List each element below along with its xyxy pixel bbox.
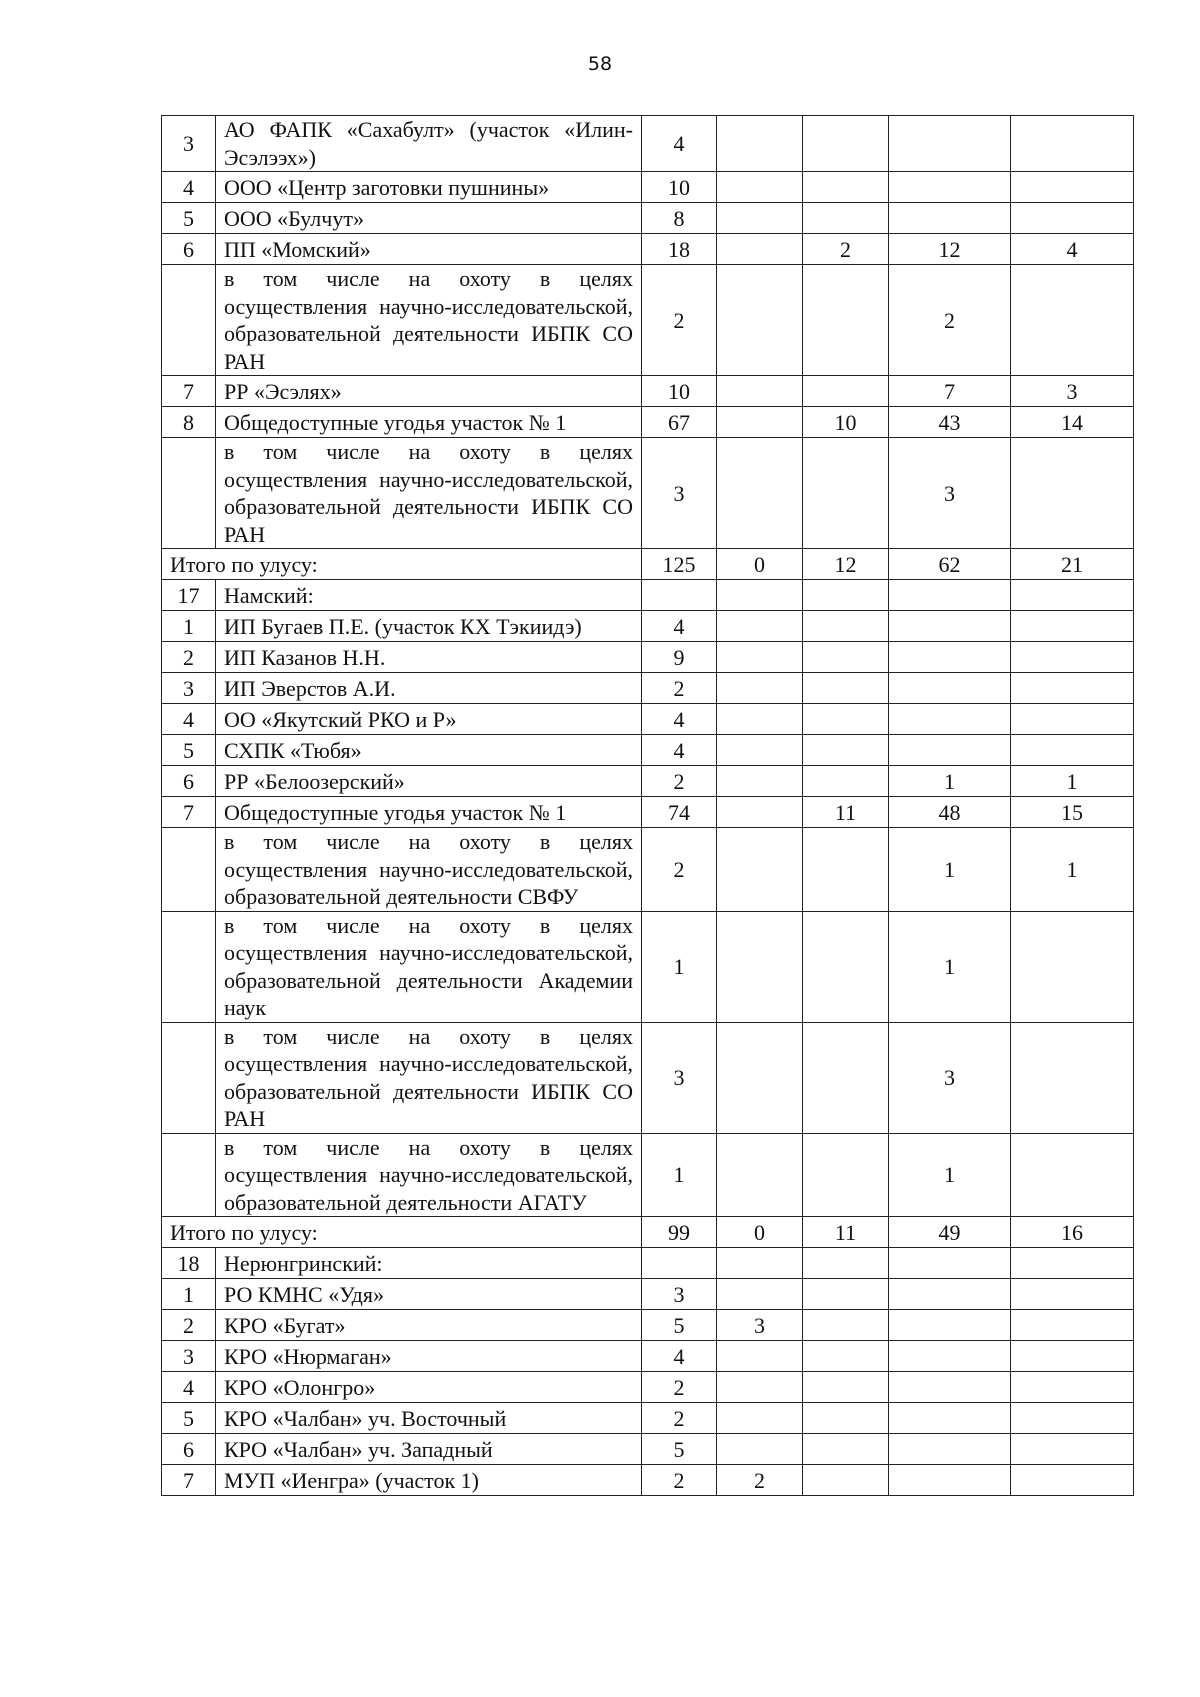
row-number-cell: 7: [162, 797, 216, 828]
name-cell: в том числе на охоту в целях осуществления научно-исследовательской, образовательной деятельности ИБПК СО РАН: [216, 1022, 642, 1133]
value-cell-4: [889, 642, 1011, 673]
value-cell-2: [717, 797, 803, 828]
name-cell: РР «Эсэлях»: [216, 376, 642, 407]
value-cell-2: [717, 1279, 803, 1310]
value-cell-2: [717, 172, 803, 203]
table-row: [162, 376, 1134, 407]
value-cell-2: [717, 580, 803, 611]
value-cell-1: 18: [642, 234, 717, 265]
value-cell-4: 48: [889, 797, 1011, 828]
row-number-cell: 2: [162, 642, 216, 673]
row-number-cell: 4: [162, 1372, 216, 1403]
name-cell: ПП «Момский»: [216, 234, 642, 265]
table-row: [162, 1133, 1134, 1217]
value-cell-5: [1011, 203, 1134, 234]
row-number-cell: 3: [162, 673, 216, 704]
row-number-cell: 5: [162, 1403, 216, 1434]
value-cell-4: 3: [889, 1022, 1011, 1133]
table-row: [162, 673, 1134, 704]
value-cell-5: [1011, 611, 1134, 642]
value-cell-4: 1: [889, 1133, 1011, 1217]
value-cell-5: 1: [1011, 766, 1134, 797]
table-row: [162, 1279, 1134, 1310]
name-cell: в том числе на охоту в целях осуществления научно-исследовательской, образовательной деятельности Академии наук: [216, 911, 642, 1022]
value-cell-5: [1011, 265, 1134, 376]
value-cell-5: 16: [1011, 1217, 1134, 1248]
value-cell-2: [717, 704, 803, 735]
value-cell-2: [717, 438, 803, 549]
value-cell-1: 2: [642, 828, 717, 912]
total-label-cell: Итого по улусу:: [162, 1217, 642, 1248]
table-row: [162, 265, 1134, 376]
value-cell-3: [803, 438, 889, 549]
value-cell-2: [717, 642, 803, 673]
value-cell-1: 2: [642, 766, 717, 797]
table-row: [162, 642, 1134, 673]
value-cell-3: [803, 1248, 889, 1279]
name-cell: ИП Бугаев П.Е. (участок КХ Тэкиидэ): [216, 611, 642, 642]
row-number-cell: [162, 911, 216, 1022]
value-cell-1: 8: [642, 203, 717, 234]
row-number-cell: 6: [162, 1434, 216, 1465]
name-cell: КРО «Бугат»: [216, 1310, 642, 1341]
table-row: [162, 172, 1134, 203]
value-cell-5: 14: [1011, 407, 1134, 438]
value-cell-3: [803, 580, 889, 611]
value-cell-2: [717, 116, 803, 172]
name-cell: РО КМНС «Удя»: [216, 1279, 642, 1310]
value-cell-1: 125: [642, 549, 717, 580]
value-cell-3: 11: [803, 797, 889, 828]
value-cell-2: [717, 735, 803, 766]
value-cell-5: 1: [1011, 828, 1134, 912]
value-cell-5: [1011, 642, 1134, 673]
value-cell-1: 74: [642, 797, 717, 828]
row-number-cell: 4: [162, 172, 216, 203]
value-cell-3: [803, 203, 889, 234]
row-number-cell: 6: [162, 766, 216, 797]
table-row: [162, 116, 1134, 172]
value-cell-3: [803, 828, 889, 912]
value-cell-5: [1011, 1310, 1134, 1341]
value-cell-2: [717, 265, 803, 376]
value-cell-5: 21: [1011, 549, 1134, 580]
value-cell-2: [717, 828, 803, 912]
table-row: [162, 1403, 1134, 1434]
value-cell-3: [803, 1133, 889, 1217]
name-cell: ООО «Центр заготовки пушнины»: [216, 172, 642, 203]
value-cell-4: 49: [889, 1217, 1011, 1248]
table-row: [162, 1341, 1134, 1372]
value-cell-4: [889, 1248, 1011, 1279]
row-number-cell: 5: [162, 203, 216, 234]
value-cell-3: [803, 1341, 889, 1372]
value-cell-3: 12: [803, 549, 889, 580]
value-cell-2: [717, 673, 803, 704]
value-cell-1: 3: [642, 438, 717, 549]
value-cell-3: [803, 704, 889, 735]
table-row: [162, 1465, 1134, 1496]
total-label-cell: Итого по улусу:: [162, 549, 642, 580]
row-number-cell: 5: [162, 735, 216, 766]
value-cell-4: 1: [889, 766, 1011, 797]
table-row: [162, 828, 1134, 912]
row-number-cell: 17: [162, 580, 216, 611]
row-number-cell: 7: [162, 376, 216, 407]
value-cell-4: [889, 1465, 1011, 1496]
table-row: [162, 1022, 1134, 1133]
table-row: [162, 234, 1134, 265]
row-number-cell: 4: [162, 704, 216, 735]
name-cell: ОО «Якутский РКО и Р»: [216, 704, 642, 735]
name-cell: Общедоступные угодья участок № 1: [216, 797, 642, 828]
name-cell: АО ФАПК «Сахабулт» (участок «Илин-Эсэлээх»): [216, 116, 642, 172]
value-cell-1: 2: [642, 673, 717, 704]
value-cell-3: 2: [803, 234, 889, 265]
value-cell-5: [1011, 1403, 1134, 1434]
value-cell-1: [642, 580, 717, 611]
value-cell-1: 2: [642, 265, 717, 376]
value-cell-2: [717, 1133, 803, 1217]
value-cell-2: 2: [717, 1465, 803, 1496]
page-number: 58: [587, 53, 613, 75]
value-cell-2: [717, 407, 803, 438]
name-cell: КРО «Олонгро»: [216, 1372, 642, 1403]
value-cell-4: 1: [889, 911, 1011, 1022]
value-cell-3: [803, 1372, 889, 1403]
value-cell-5: 3: [1011, 376, 1134, 407]
name-cell: КРО «Нюрмаган»: [216, 1341, 642, 1372]
value-cell-4: 12: [889, 234, 1011, 265]
table-row: [162, 203, 1134, 234]
value-cell-5: [1011, 673, 1134, 704]
table-row: [162, 438, 1134, 549]
value-cell-3: 11: [803, 1217, 889, 1248]
value-cell-1: 5: [642, 1434, 717, 1465]
row-number-cell: 18: [162, 1248, 216, 1279]
value-cell-2: [717, 234, 803, 265]
value-cell-4: [889, 1310, 1011, 1341]
value-cell-1: 4: [642, 116, 717, 172]
table-row: [162, 1372, 1134, 1403]
value-cell-1: 5: [642, 1310, 717, 1341]
value-cell-4: [889, 116, 1011, 172]
row-number-cell: 3: [162, 116, 216, 172]
value-cell-3: [803, 265, 889, 376]
row-number-cell: 2: [162, 1310, 216, 1341]
value-cell-5: [1011, 172, 1134, 203]
value-cell-5: [1011, 704, 1134, 735]
value-cell-5: 15: [1011, 797, 1134, 828]
value-cell-4: [889, 611, 1011, 642]
name-cell: КРО «Чалбан» уч. Восточный: [216, 1403, 642, 1434]
value-cell-5: [1011, 116, 1134, 172]
row-number-cell: [162, 1133, 216, 1217]
row-number-cell: 3: [162, 1341, 216, 1372]
row-number-cell: [162, 828, 216, 912]
table-row: [162, 1310, 1134, 1341]
value-cell-4: [889, 735, 1011, 766]
value-cell-3: [803, 611, 889, 642]
value-cell-3: [803, 1403, 889, 1434]
value-cell-4: 43: [889, 407, 1011, 438]
value-cell-2: [717, 376, 803, 407]
value-cell-1: 1: [642, 1133, 717, 1217]
name-cell: в том числе на охоту в целях осуществления научно-исследовательской, образовательной деятельности СВФУ: [216, 828, 642, 912]
value-cell-5: [1011, 1372, 1134, 1403]
value-cell-1: 4: [642, 611, 717, 642]
row-number-cell: [162, 265, 216, 376]
value-cell-5: [1011, 735, 1134, 766]
value-cell-2: [717, 1434, 803, 1465]
table-row: [162, 911, 1134, 1022]
value-cell-2: 3: [717, 1310, 803, 1341]
value-cell-3: [803, 116, 889, 172]
value-cell-1: 4: [642, 704, 717, 735]
value-cell-3: [803, 673, 889, 704]
value-cell-3: [803, 1310, 889, 1341]
row-number-cell: [162, 1022, 216, 1133]
value-cell-2: 0: [717, 549, 803, 580]
value-cell-2: [717, 1022, 803, 1133]
value-cell-4: [889, 580, 1011, 611]
value-cell-4: 3: [889, 438, 1011, 549]
name-cell: в том числе на охоту в целях осуществления научно-исследовательской, образовательной деятельности АГАТУ: [216, 1133, 642, 1217]
value-cell-1: 10: [642, 376, 717, 407]
name-cell: СХПК «Тюбя»: [216, 735, 642, 766]
row-number-cell: 6: [162, 234, 216, 265]
value-cell-5: [1011, 438, 1134, 549]
value-cell-1: 4: [642, 1341, 717, 1372]
row-number-cell: 7: [162, 1465, 216, 1496]
value-cell-1: [642, 1248, 717, 1279]
value-cell-3: [803, 376, 889, 407]
value-cell-2: [717, 766, 803, 797]
value-cell-5: [1011, 1279, 1134, 1310]
value-cell-2: [717, 611, 803, 642]
value-cell-1: 3: [642, 1279, 717, 1310]
value-cell-4: 62: [889, 549, 1011, 580]
value-cell-5: [1011, 1022, 1134, 1133]
value-cell-4: [889, 1341, 1011, 1372]
value-cell-3: [803, 1022, 889, 1133]
name-cell: ИП Казанов Н.Н.: [216, 642, 642, 673]
value-cell-2: [717, 1341, 803, 1372]
row-number-cell: 1: [162, 1279, 216, 1310]
value-cell-4: [889, 1279, 1011, 1310]
table-row: [162, 704, 1134, 735]
value-cell-4: [889, 704, 1011, 735]
value-cell-4: [889, 1434, 1011, 1465]
value-cell-1: 10: [642, 172, 717, 203]
name-cell: РР «Белоозерский»: [216, 766, 642, 797]
value-cell-4: [889, 203, 1011, 234]
value-cell-2: [717, 1372, 803, 1403]
value-cell-1: 1: [642, 911, 717, 1022]
table-body: [162, 116, 1134, 1496]
value-cell-3: [803, 642, 889, 673]
name-cell: ИП Эверстов А.И.: [216, 673, 642, 704]
table-row: [162, 735, 1134, 766]
table-row: [162, 1248, 1134, 1279]
table-row: [162, 797, 1134, 828]
value-cell-5: [1011, 1248, 1134, 1279]
table-row: [162, 580, 1134, 611]
value-cell-4: [889, 1403, 1011, 1434]
value-cell-5: [1011, 580, 1134, 611]
value-cell-4: 1: [889, 828, 1011, 912]
value-cell-2: [717, 1248, 803, 1279]
value-cell-5: [1011, 1434, 1134, 1465]
value-cell-2: [717, 1403, 803, 1434]
table-row: [162, 1434, 1134, 1465]
name-cell: Общедоступные угодья участок № 1: [216, 407, 642, 438]
value-cell-2: 0: [717, 1217, 803, 1248]
value-cell-3: 10: [803, 407, 889, 438]
row-number-cell: [162, 438, 216, 549]
value-cell-4: [889, 1372, 1011, 1403]
value-cell-3: [803, 1434, 889, 1465]
value-cell-4: [889, 673, 1011, 704]
value-cell-3: [803, 766, 889, 797]
name-cell: в том числе на охоту в целях осуществления научно-исследовательской, образовательной деятельности ИБПК СО РАН: [216, 265, 642, 376]
total-row: [162, 1217, 1134, 1248]
value-cell-2: [717, 203, 803, 234]
total-row: [162, 549, 1134, 580]
value-cell-3: [803, 911, 889, 1022]
table-row: [162, 407, 1134, 438]
value-cell-3: [803, 735, 889, 766]
value-cell-3: [803, 172, 889, 203]
name-cell: МУП «Иенгра» (участок 1): [216, 1465, 642, 1496]
value-cell-1: 2: [642, 1372, 717, 1403]
value-cell-1: 4: [642, 735, 717, 766]
value-cell-1: 67: [642, 407, 717, 438]
value-cell-1: 2: [642, 1465, 717, 1496]
value-cell-4: 7: [889, 376, 1011, 407]
value-cell-1: 99: [642, 1217, 717, 1248]
value-cell-5: 4: [1011, 234, 1134, 265]
value-cell-5: [1011, 1465, 1134, 1496]
table-row: [162, 766, 1134, 797]
row-number-cell: 1: [162, 611, 216, 642]
name-cell: в том числе на охоту в целях осуществления научно-исследовательской, образовательной деятельности ИБПК СО РАН: [216, 438, 642, 549]
value-cell-4: 2: [889, 265, 1011, 376]
value-cell-3: [803, 1465, 889, 1496]
value-cell-1: 3: [642, 1022, 717, 1133]
value-cell-5: [1011, 911, 1134, 1022]
value-cell-1: 2: [642, 1403, 717, 1434]
value-cell-3: [803, 1279, 889, 1310]
name-cell: Намский:: [216, 580, 642, 611]
name-cell: Нерюнгринский:: [216, 1248, 642, 1279]
value-cell-5: [1011, 1133, 1134, 1217]
value-cell-1: 9: [642, 642, 717, 673]
name-cell: ООО «Булчут»: [216, 203, 642, 234]
table-row: [162, 611, 1134, 642]
value-cell-2: [717, 911, 803, 1022]
value-cell-4: [889, 172, 1011, 203]
quota-table: [161, 115, 1134, 1496]
row-number-cell: 8: [162, 407, 216, 438]
name-cell: КРО «Чалбан» уч. Западный: [216, 1434, 642, 1465]
value-cell-5: [1011, 1341, 1134, 1372]
